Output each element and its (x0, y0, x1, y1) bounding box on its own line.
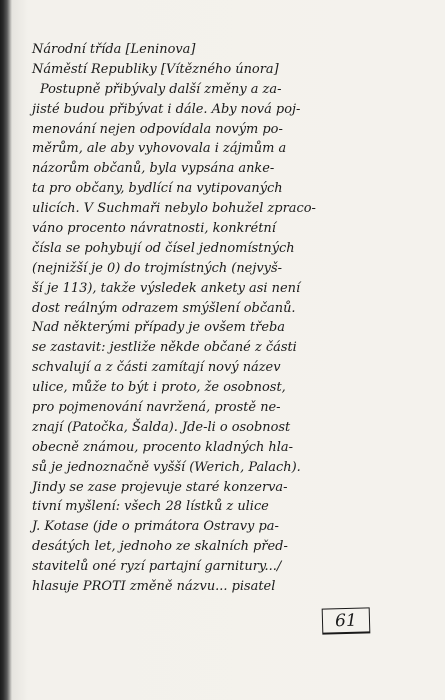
page-number: 61 (334, 610, 358, 631)
text-line: ulice, může to být i proto, že osobnost, (32, 380, 286, 396)
text-line: stavitelů oné ryzí partajní garnitury.../ (32, 559, 282, 575)
text-line: ší je 113), takže výsledek ankety asi není (32, 280, 301, 296)
text-line: dost reálným odrazem smýšlení občanů. (32, 300, 296, 316)
text-line: znají (Patočka, Šalda). Jde-li o osobnost (32, 419, 291, 435)
text-line: čísla se pohybují od čísel jednomístných (32, 240, 295, 256)
text-line: hlasuje PROTI změně názvu... pisatel (32, 579, 276, 595)
text-line: názorům občanů, byla vypsána anke- (32, 161, 275, 177)
text-line: Náměstí Republiky [Vítězného února] (32, 61, 279, 77)
text-line: se zastavit: jestliže někde občané z části (32, 340, 297, 356)
text-line: ulicích. V Suchmaři nebylo bohužel zpraco- (32, 201, 316, 217)
text-line: obecně známou, procento kladných hla- (32, 439, 293, 455)
text-line: desátých let, jednoho ze skalních před- (32, 539, 288, 555)
text-line: jisté budou přibývat i dále. Aby nová poj- (32, 101, 301, 117)
text-line: (nejnižší je 0) do trojmístných (nejvyš- (32, 260, 282, 276)
text-line: sů je jednoznačně vyšší (Werich, Palach). (32, 459, 301, 475)
text-line: ta pro občany, bydlící na vytipovaných (32, 181, 283, 197)
text-line: schvalují a z části zamítají nový název (32, 360, 281, 376)
text-line: Nad některými případy je ovšem třeba (32, 320, 285, 336)
text-line: měrům, ale aby vyhovovala i zájmům a (32, 141, 287, 157)
handwritten-text-block (32, 40, 432, 597)
text-line: menování nejen odpovídala novým po- (32, 121, 283, 137)
text-line: Jindy se zase projevuje staré konzerva- (32, 479, 288, 495)
page-number-box (322, 607, 371, 634)
text-line: pro pojmenování navržená, prostě ne- (32, 400, 281, 416)
text-line: Postupně přibývaly další změny a za- (39, 81, 282, 97)
text-line: váno procento návratnosti, konkrétní (32, 221, 276, 237)
text-line: tivní myšlení: všech 28 lístků z ulice (32, 499, 269, 515)
text-line: J. Kotase (jde o primátora Ostravy pa- (32, 519, 279, 535)
text-line: Národní třída [Leninova] (32, 42, 196, 57)
book-spine-shadow (0, 0, 12, 700)
